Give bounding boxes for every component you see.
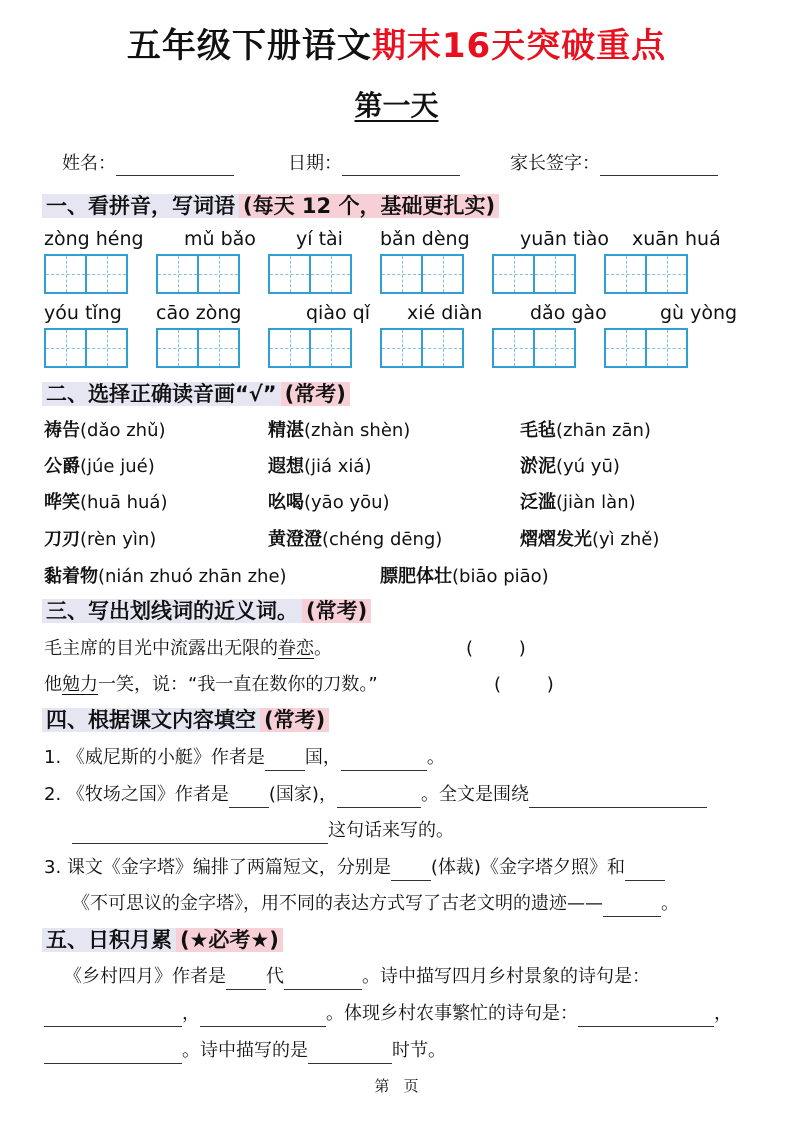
pinyin-label: zòng héng: [44, 228, 144, 250]
pinyin-label: dǎo gào: [530, 302, 607, 324]
synonym-question-2: 他勉力一笑，说：“我一直在数你的刀数。”: [44, 674, 378, 695]
blank[interactable]: [44, 1008, 182, 1027]
blank[interactable]: [265, 752, 305, 771]
blank[interactable]: [337, 789, 421, 808]
fill-question-3-cont: 《不可思议的金字塔》，用不同的表达方式写了古老文明的遗迹—— 。: [72, 891, 679, 917]
page-number: 第 页: [374, 1077, 419, 1095]
section4-heading: 四、根据课文内容填空 (常考): [42, 704, 329, 736]
pronunciation-item[interactable]: 刀刃(rèn yìn): [44, 529, 157, 550]
section1-heading: 一、看拼音，写词语 (每天 12 个，基础更扎实): [42, 190, 499, 222]
pinyin-label: cāo zòng: [156, 302, 242, 324]
pronunciation-item[interactable]: 泛滥(jiàn làn): [520, 492, 636, 513]
writing-grid[interactable]: [44, 254, 128, 294]
writing-grid[interactable]: [268, 328, 352, 368]
fill-question-3: 3. 课文《金字塔》编排了两篇短文，分别是 (体裁)《金字塔夕照》和: [44, 855, 665, 881]
page-title: [0, 24, 793, 68]
blank[interactable]: [341, 752, 427, 771]
pronunciation-item[interactable]: 哗笑(huā huá): [44, 492, 168, 513]
blank[interactable]: [226, 971, 266, 990]
fill-question-2: 2. 《牧场之国》作者是 (国家)， 。全文是围绕: [44, 782, 707, 808]
blank[interactable]: [229, 789, 269, 808]
blank[interactable]: [284, 971, 362, 990]
pinyin-label: bǎn dèng: [380, 228, 470, 250]
blank[interactable]: [391, 862, 431, 881]
pinyin-label: gù yòng: [660, 302, 738, 324]
pinyin-label: mǔ bǎo: [184, 228, 256, 250]
pronunciation-item[interactable]: 黏着物(nián zhuó zhān zhe): [44, 566, 287, 587]
fill-question-2-cont: 这句话来写的。: [72, 818, 454, 844]
date-field[interactable]: 日期：: [288, 152, 460, 176]
name-field[interactable]: 姓名：: [62, 152, 234, 176]
section5-heading: 五、日积月累 (★必考★): [42, 924, 283, 956]
pinyin-label: yóu tǐng: [44, 302, 122, 324]
writing-grid[interactable]: [604, 328, 688, 368]
writing-grid[interactable]: [492, 254, 576, 294]
pinyin-label: qiào qǐ: [306, 302, 370, 324]
pinyin-label: yí tài: [296, 228, 343, 250]
blank[interactable]: [44, 1045, 182, 1064]
blank[interactable]: [603, 898, 661, 917]
section2-heading: 二、选择正确读音画“√” (常考): [42, 378, 350, 410]
writing-grid[interactable]: [492, 328, 576, 368]
pronunciation-item[interactable]: 公爵(júe jué): [44, 456, 155, 477]
writing-grid[interactable]: [156, 254, 240, 294]
poem-question-line-3: 。诗中描写的是 时节。: [44, 1038, 446, 1064]
pronunciation-item[interactable]: 黄澄澄(chéng dēng): [268, 529, 443, 550]
pronunciation-item[interactable]: 祷告(dǎo zhǔ): [44, 420, 166, 441]
writing-grid[interactable]: [380, 328, 464, 368]
writing-grid[interactable]: [156, 328, 240, 368]
pronunciation-item[interactable]: 膘肥体壮(biāo piāo): [380, 566, 549, 587]
answer-paren[interactable]: ( ): [494, 674, 554, 695]
section3-heading: 三、写出划线词的近义词。 (常考): [42, 595, 371, 627]
pinyin-label: xuān huá: [632, 228, 721, 250]
blank[interactable]: [529, 789, 707, 808]
blank[interactable]: [308, 1045, 392, 1064]
page-subtitle: 第一天: [354, 89, 439, 122]
pronunciation-item[interactable]: 熠熠发光(yì zhě): [520, 529, 660, 550]
pronunciation-item[interactable]: 精湛(zhàn shèn): [268, 420, 411, 441]
writing-grid[interactable]: [380, 254, 464, 294]
pinyin-label: xié diàn: [407, 302, 483, 324]
writing-grid[interactable]: [604, 254, 688, 294]
synonym-question-1: 毛主席的目光中流露出无限的眷恋。: [44, 638, 332, 659]
poem-question-line-2: ， 。体现乡村农事繁忙的诗句是： ，: [44, 1001, 732, 1027]
writing-grid[interactable]: [44, 328, 128, 368]
pronunciation-item[interactable]: 毛毡(zhān zān): [520, 420, 651, 441]
title-red: 期末16天突破重点: [371, 26, 667, 66]
poem-question-line-1: 《乡村四月》作者是 代 。诗中描写四月乡村景象的诗句是：: [64, 964, 650, 990]
blank[interactable]: [578, 1008, 714, 1027]
writing-grid[interactable]: [268, 254, 352, 294]
blank[interactable]: [72, 825, 328, 844]
answer-paren[interactable]: ( ): [466, 638, 526, 659]
pinyin-label: yuān tiào: [520, 228, 610, 250]
pronunciation-item[interactable]: 遐想(jiá xiá): [268, 456, 372, 477]
pronunciation-item[interactable]: 吆喝(yāo yōu): [268, 492, 390, 513]
pronunciation-item[interactable]: 淤泥(yú yū): [520, 456, 620, 477]
fill-question-1: 1. 《威尼斯的小艇》作者是 国， 。: [44, 745, 445, 771]
blank[interactable]: [625, 862, 665, 881]
blank[interactable]: [200, 1008, 326, 1027]
title-black: 五年级下册语文: [126, 26, 372, 66]
parent-signature-field[interactable]: 家长签字：: [510, 152, 718, 176]
